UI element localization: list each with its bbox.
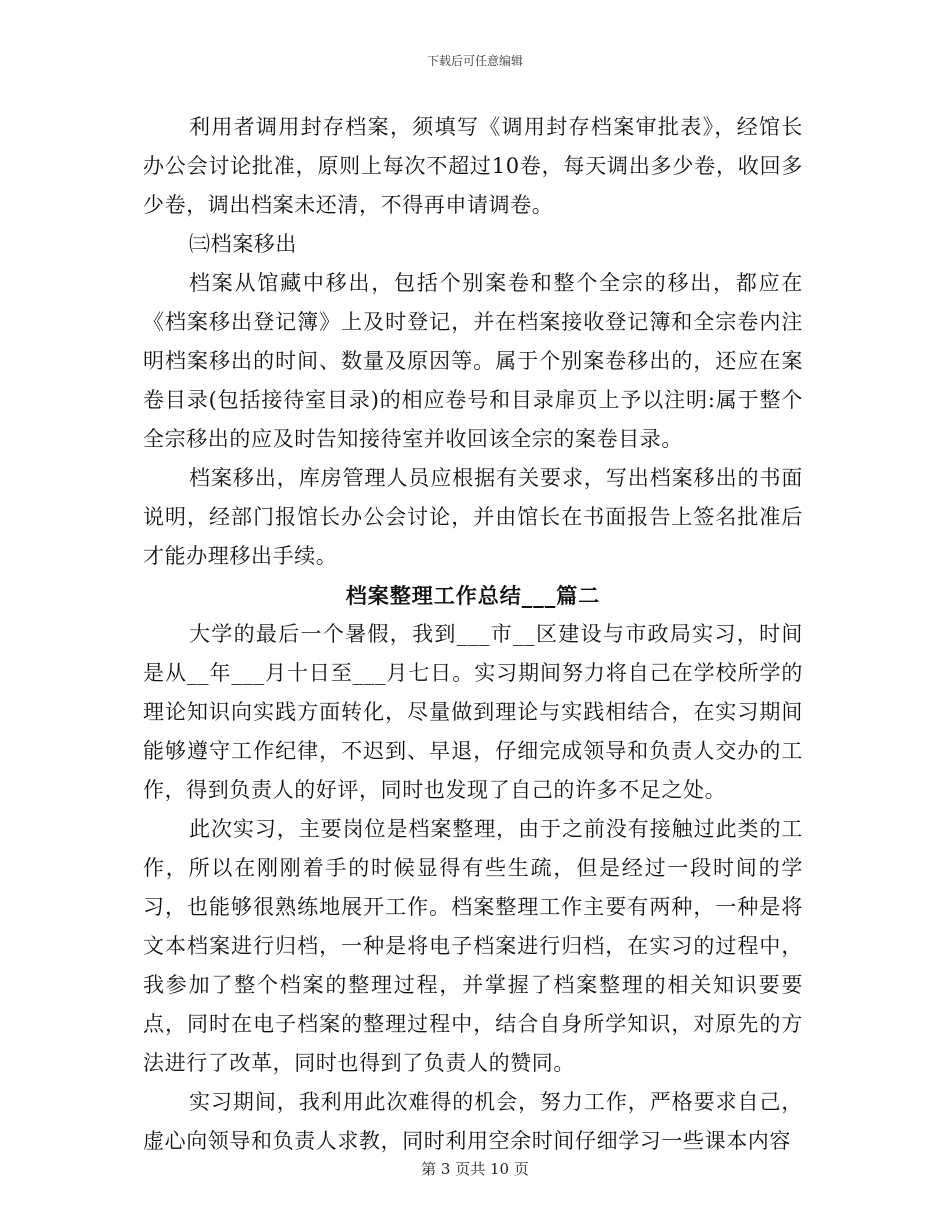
paragraph: 利用者调用封存档案，须填写《调用封存档案审批表》，经馆长办公会讨论批准，原则上每次不超过10卷，每天调出多少卷，收回多少卷，调出档案未还清，不得再申请调卷。 [143,115,803,217]
subheading: ㈢档案移出 [189,232,297,256]
document-body [143,108,803,1161]
section-title: 档案整理工作总结___篇二 [345,583,601,608]
page-footer: 第 3 页共 10 页 [421,1160,529,1178]
paragraph: 此次实习，主要岗位是档案整理，由于之前没有接触过此类的工作，所以在刚刚着手的时候显得有些生疏，但是经过一段时间的学习，也能够很熟练地展开工作。档案整理工作主要有两种，一种是将文本档案进行归档，一种是将电子档案进行归档，在实习的过程中，我参加了整个档案的整理过程，并掌握了档案整理的相关知识要要点，同时在电子档案的整理过程中，结合自身所学知识，对原先的方法进行了改革，同时也得到了负责人的赞同。 [143,817,803,1075]
paragraph: 档案移出，库房管理人员应根据有关要求，写出档案移出的书面说明，经部门报馆长办公会讨论，并由馆长在书面报告上签名批准后才能办理移出手续。 [143,466,803,568]
paragraph: 档案从馆藏中移出，包括个别案卷和整个全宗的移出，都应在《档案移出登记簿》上及时登记，并在档案接收登记簿和全宗卷内注明档案移出的时间、数量及原因等。属于个别案卷移出的，还应在案卷目录(包括接待室目录)的相应卷号和目录扉页上予以注明:属于整个全宗移出的应及时告知接待室并收回该全宗的案卷目录。 [143,271,803,451]
paragraph: 实习期间，我利用此次难得的机会，努力工作，严格要求自己，虚心向领导和负责人求教，同时利用空余时间仔细学习一些课本内容 [143,1090,803,1153]
page-header: 下载后可任意编辑 [426,54,523,68]
paragraph: 大学的最后一个暑假，我到___市__区建设与市政局实习，时间是从__年___月十日至___月七日。实习期间努力将自己在学校所学的理论知识向实践方面转化，尽量做到理论与实践相结合，在实习期间能够遵守工作纪律，不迟到、早退，仔细完成领导和负责人交办的工作，得到负责人的好评，同时也发现了自己的许多不足之处。 [143,622,803,802]
